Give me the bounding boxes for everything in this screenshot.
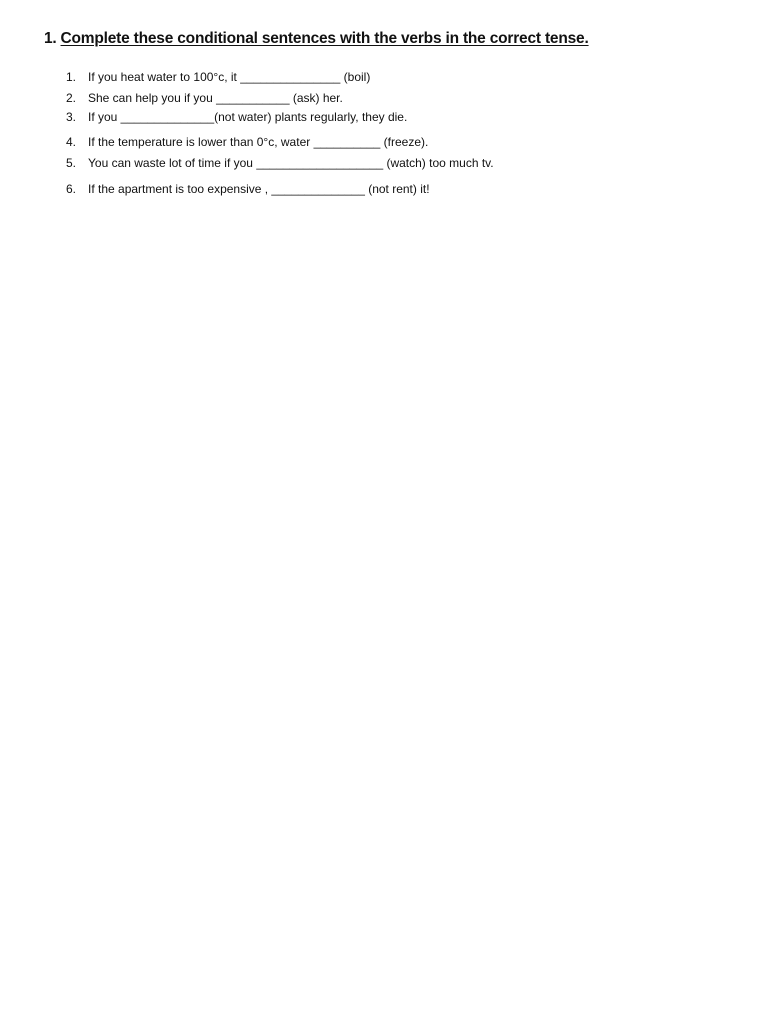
list-item [66, 109, 407, 125]
item-text: If the temperature is lower than 0°c, water __________ (freeze). [88, 135, 429, 149]
item-number: 5. [66, 156, 77, 170]
item-number: 4. [66, 135, 77, 149]
item-text: If the apartment is too expensive , ______________ (not rent) it! [88, 182, 430, 196]
item-text: If you ______________(not water) plants regularly, they die. [88, 110, 408, 124]
list-item [66, 155, 494, 171]
exercise-instruction: Complete these conditional sentences with the verbs in the correct tense. [60, 30, 589, 47]
list-item [66, 134, 428, 150]
item-number: 2. [66, 91, 77, 105]
list-item [66, 181, 430, 197]
exercise-number: 1. [44, 30, 57, 47]
item-number: 3. [66, 110, 77, 124]
item-text: If you heat water to 100°c, it _______________ (boil) [88, 70, 371, 84]
item-number: 6. [66, 182, 77, 196]
exercise-heading [44, 30, 589, 48]
item-text: She can help you if you ___________ (ask) her. [88, 91, 343, 105]
list-item [66, 90, 343, 106]
item-number: 1. [66, 70, 77, 84]
item-text: You can waste lot of time if you ___________________ (watch) too much tv. [88, 156, 494, 170]
list-item [66, 69, 370, 85]
